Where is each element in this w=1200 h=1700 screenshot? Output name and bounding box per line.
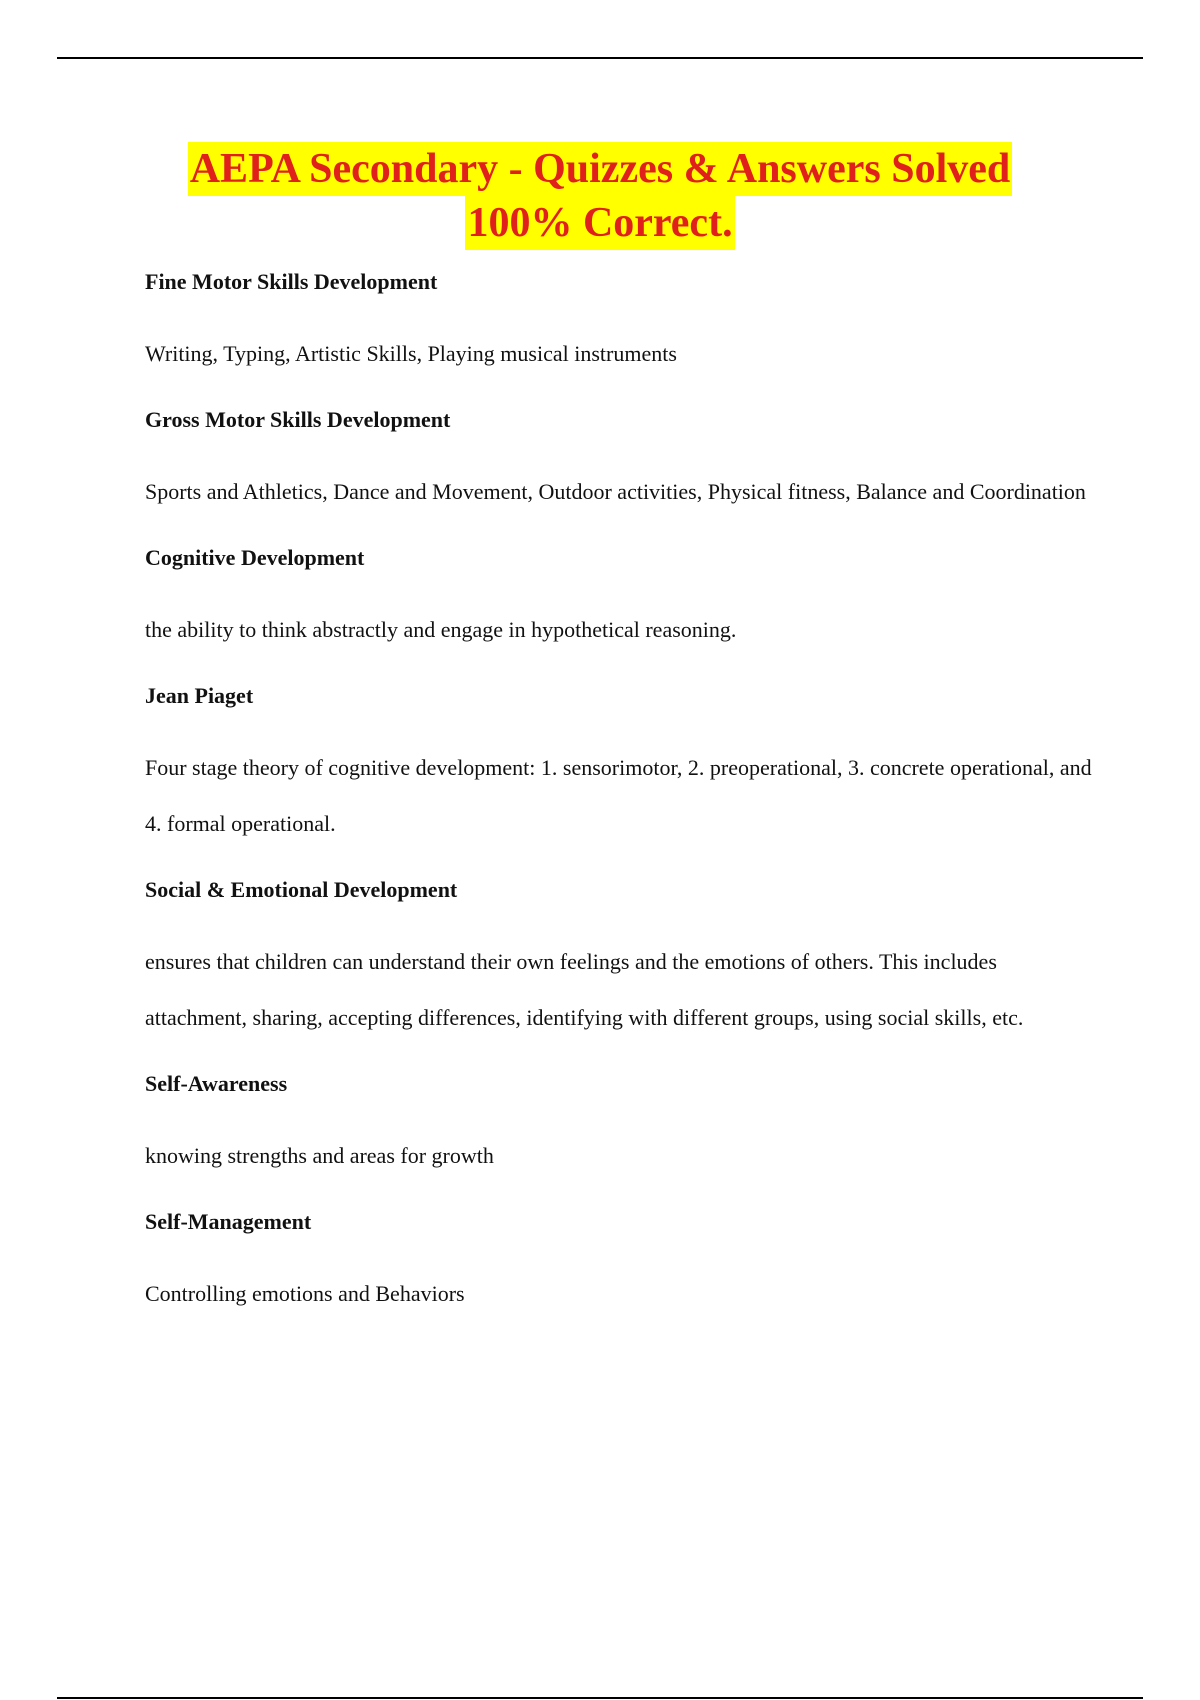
term-heading: Self-Management [145, 1209, 312, 1234]
qa-list [145, 262, 1095, 1340]
qa-entry [145, 1064, 1095, 1184]
term-heading: Jean Piaget [145, 683, 254, 708]
term-definition: knowing strengths and areas for growth [145, 1143, 494, 1168]
term-heading: Self-Awareness [145, 1071, 288, 1096]
term-definition: the ability to think abstractly and engage in hypothetical reasoning. [145, 617, 737, 642]
qa-entry [145, 676, 1095, 852]
qa-entry [145, 870, 1095, 1046]
term-heading: Cognitive Development [145, 545, 365, 570]
qa-entry [145, 1202, 1095, 1322]
title-line-1: AEPA Secondary - Quizzes & Answers Solved [188, 142, 1013, 196]
term-definition: Four stage theory of cognitive development: 1. sensorimotor, 2. preoperational, 3. concrete operational, and 4. formal operational. [145, 755, 1092, 836]
term-definition: ensures that children can understand their own feelings and the emotions of others. This includes attachment, sharing, accepting differences, identifying with different groups, using social skills, etc. [145, 949, 1024, 1030]
term-heading: Social & Emotional Development [145, 877, 458, 902]
document-title [0, 142, 1200, 250]
term-definition: Controlling emotions and Behaviors [145, 1281, 465, 1306]
header-rule [57, 57, 1143, 59]
qa-entry [145, 400, 1095, 520]
term-heading: Fine Motor Skills Development [145, 269, 438, 294]
footer-rule [57, 1697, 1143, 1699]
title-line-2: 100% Correct. [465, 196, 734, 250]
qa-entry [145, 538, 1095, 658]
qa-entry [145, 262, 1095, 382]
term-definition: Sports and Athletics, Dance and Movement, Outdoor activities, Physical fitness, Balance and Coordination [145, 479, 1086, 504]
term-definition: Writing, Typing, Artistic Skills, Playing musical instruments [145, 341, 677, 366]
term-heading: Gross Motor Skills Development [145, 407, 451, 432]
